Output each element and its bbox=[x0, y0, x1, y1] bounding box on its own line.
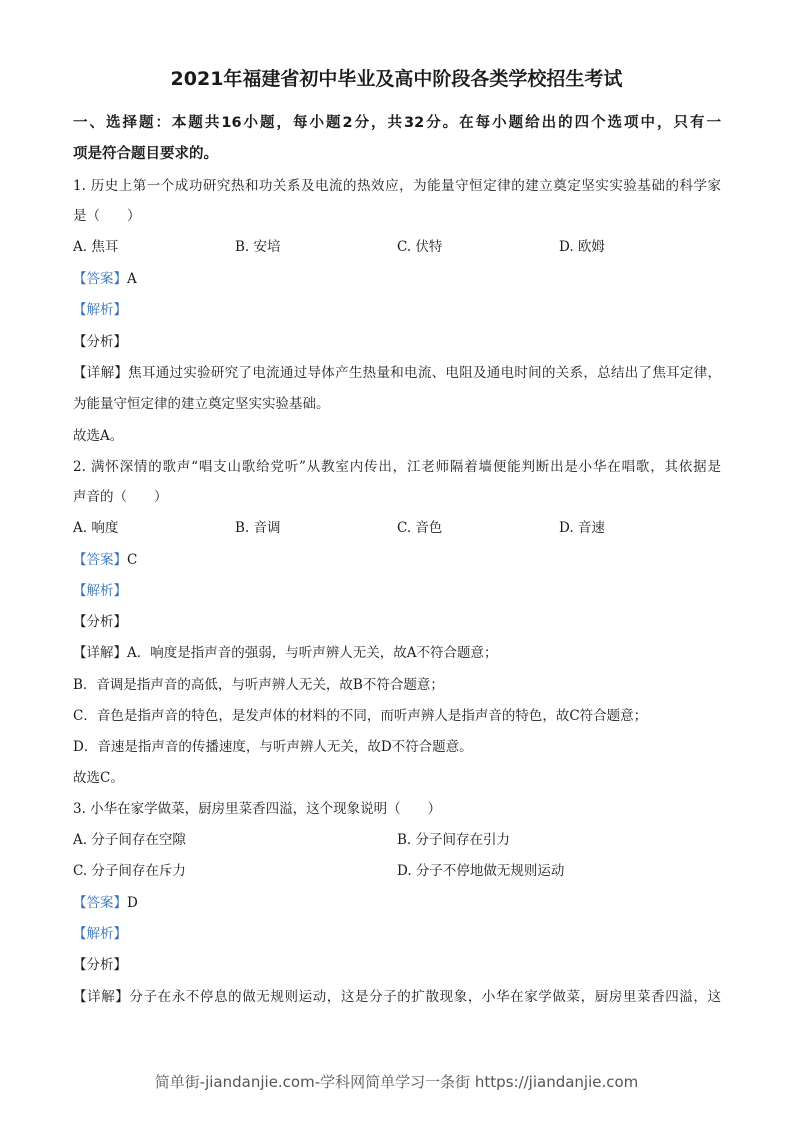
q1-fenxi-label: 【分析】 bbox=[73, 334, 127, 350]
q1-detail-line2: 为能量守恒定律的建立奠定坚实实验基础。 bbox=[73, 396, 330, 412]
answer-value: C bbox=[127, 552, 138, 568]
section-heading-line2: 项是符合题目要求的。 bbox=[73, 146, 218, 162]
q3-option-a: A. 分子间存在空隙 bbox=[73, 832, 186, 848]
q3-option-b: B. 分子间存在引力 bbox=[397, 832, 511, 848]
answer-label: 【答案】 bbox=[73, 271, 127, 287]
q1-answer bbox=[73, 267, 137, 287]
q3-analysis-label: 【解析】 bbox=[73, 926, 127, 942]
q1-conclusion: 故选A。 bbox=[73, 428, 124, 444]
q2-stem: 2. 满怀深情的歌声“唱支山歌给党听”从教室内传出，江老师隔着墙便能判断出是小华在唱歌，其依据是 bbox=[73, 459, 721, 475]
q3-fenxi-label: 【分析】 bbox=[73, 957, 127, 973]
answer-value: A bbox=[127, 271, 137, 287]
q3-option-c: C. 分子间存在斥力 bbox=[73, 863, 186, 879]
q2-option-b: B. 音调 bbox=[235, 520, 281, 536]
q3-answer bbox=[73, 891, 138, 911]
q2-analysis-label: 【解析】 bbox=[73, 583, 127, 599]
answer-value: D bbox=[127, 895, 138, 911]
q2-detail-line1: 【详解】A．响度是指声音的强弱，与听声辨人无关，故A不符合题意； bbox=[73, 645, 498, 661]
q1-analysis-label: 【解析】 bbox=[73, 302, 127, 318]
q3-option-d: D. 分子不停地做无规则运动 bbox=[397, 863, 565, 879]
q2-option-d: D. 音速 bbox=[559, 520, 605, 536]
q1-option-c: C. 伏特 bbox=[397, 239, 443, 255]
q3-detail-line1: 【详解】分子在永不停息的做无规则运动，这是分子的扩散现象，小华在家学做菜，厨房里菜香四溢，这 bbox=[73, 989, 721, 1005]
q2-option-c: C. 音色 bbox=[397, 520, 443, 536]
q1-option-d: D. 欧姆 bbox=[559, 239, 605, 255]
q2-conclusion: 故选C。 bbox=[73, 770, 124, 786]
q2-detail-line3: C．音色是指声音的特色，是发声体的材料的不同，而听声辨人是指声音的特色，故C符合题意； bbox=[73, 708, 648, 724]
page-footer-watermark: 简单街-jiandanjie.com-学科网简单学习一条街 https://jiandanjie.com bbox=[154, 1073, 639, 1091]
q1-stem: 1. 历史上第一个成功研究热和功关系及电流的热效应，为能量守恒定律的建立奠定坚实实验基础的科学家 bbox=[73, 178, 721, 194]
q1-option-a: A. 焦耳 bbox=[73, 239, 119, 255]
q2-detail-line2: B．音调是指声音的高低，与听声辨人无关，故B不符合题意； bbox=[73, 677, 444, 693]
q1-option-b: B. 安培 bbox=[235, 239, 281, 255]
answer-label: 【答案】 bbox=[73, 552, 127, 568]
answer-label: 【答案】 bbox=[73, 895, 127, 911]
page-title: 2021年福建省初中毕业及高中阶段各类学校招生考试 bbox=[170, 68, 623, 90]
q2-option-a: A. 响度 bbox=[73, 520, 119, 536]
q1-stem-cont: 是（ ） bbox=[73, 208, 141, 224]
q1-detail-line1: 【详解】焦耳通过实验研究了电流通过导体产生热量和电流、电阻及通电时间的关系，总结出了焦耳定律， bbox=[73, 365, 721, 381]
q2-stem-cont: 声音的（ ） bbox=[73, 489, 168, 505]
section-heading-line1: 一、选择题：本题共16小题，每小题2分，共32分。在每小题给出的四个选项中，只有一 bbox=[73, 115, 721, 131]
q2-fenxi-label: 【分析】 bbox=[73, 614, 127, 630]
q3-stem: 3. 小华在家学做菜，厨房里菜香四溢，这个现象说明（ ） bbox=[73, 801, 442, 817]
q2-answer bbox=[73, 548, 137, 568]
q2-detail-line4: D．音速是指声音的传播速度，与听声辨人无关，故D不符合题意。 bbox=[73, 739, 473, 755]
